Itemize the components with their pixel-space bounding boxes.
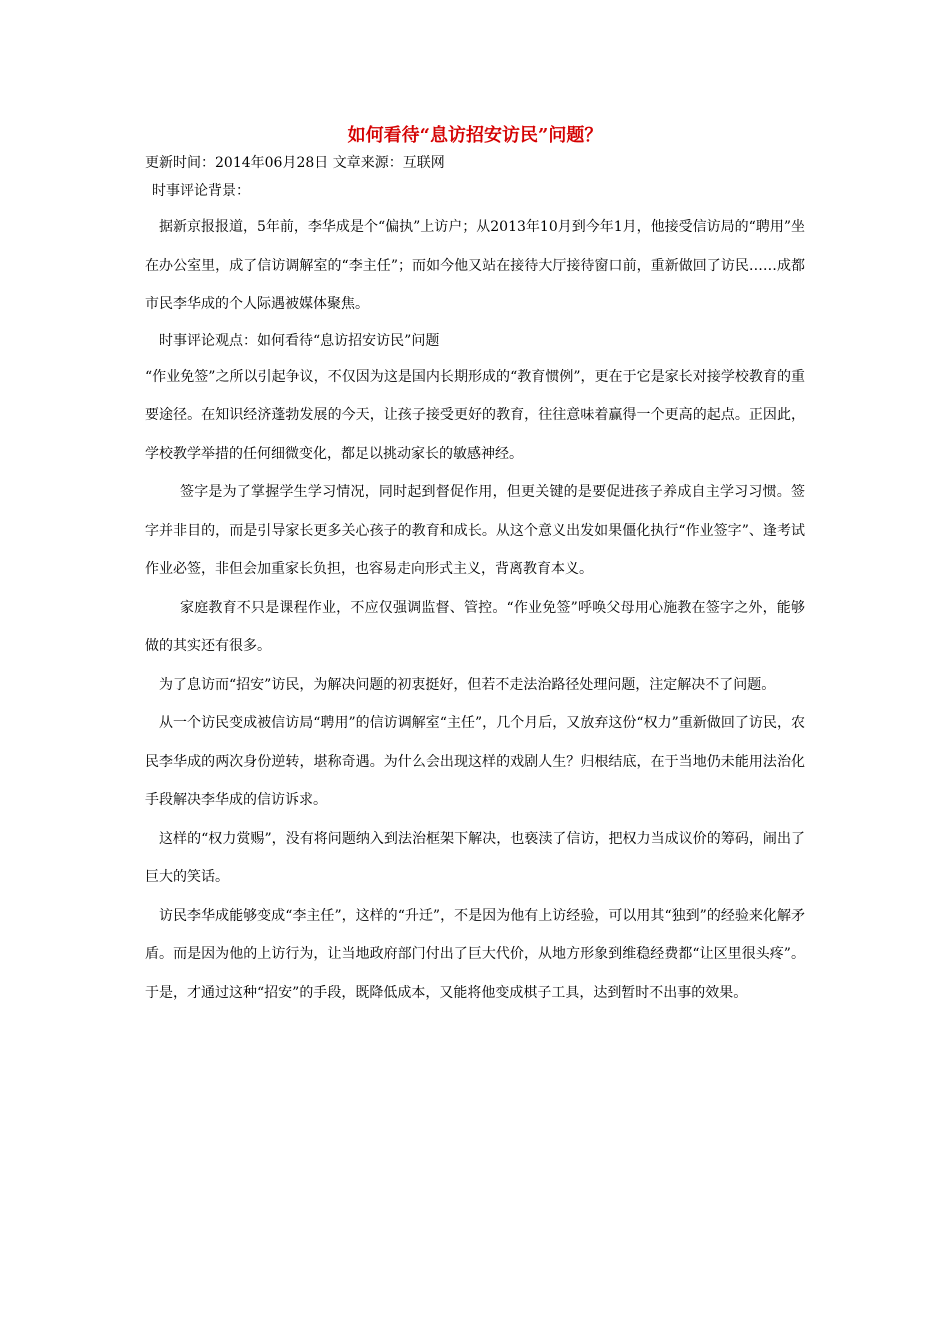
background-paragraph: 据新京报报道，5年前，李华成是个“偏执”上访户；从2013年10月到今年1月，他接受信访局的“聘用”坐在办公室里，成了信访调解室的“李主任”；而如今他又站在接待大厅接待窗口前，重新做回了访民……成都市民李华成的个人际遇被媒体聚焦。: [145, 219, 805, 312]
body-paragraph: “作业免签”之所以引起争议，不仅因为这是国内长期形成的“教育惯例”，更在于它是家长对接学校教育的重要途径。在知识经济蓬勃发展的今天，让孩子接受更好的教育，往往意味着赢得一个更高的起点。正因此，学校教学举措的任何细微变化，都足以挑动家长的敏感神经。: [145, 368, 805, 462]
body-paragraph: 为了息访而“招安”访民，为解决问题的初衷挺好，但若不走法治路径处理问题，注定解决不了问题。: [159, 676, 776, 693]
background-label: 时事评论背景：: [152, 183, 250, 199]
body-paragraph: 这样的“权力赏赐”，没有将问题纳入到法治框架下解决，也亵渎了信访，把权力当成议价的筹码，闹出了巨大的笑话。: [145, 830, 805, 885]
document-page: [145, 118, 805, 1012]
body-paragraph: 家庭教育不只是课程作业，不应仅强调监督、管控。“作业免签”呼唤父母用心施教在签字之外，能够做的其实还有很多。: [145, 599, 805, 654]
body-paragraph: 访民李华成能够变成“李主任”，这样的“升迁”，不是因为他有上访经验，可以用其“独到”的经验来化解矛盾。而是因为他的上访行为，让当地政府部门付出了巨大代价，从地方形象到维稳经费都“让区里很头疼”。于是，才通过这种“招安”的手段，既降低成本，又能将他变成棋子工具，达到暂时不出事的效果。: [145, 907, 805, 1001]
article-meta: 更新时间：2014年06月28日 文章来源：互联网: [145, 155, 445, 171]
body-paragraph: 从一个访民变成被信访局“聘用”的信访调解室“主任”，几个月后，又放弃这份“权力”重新做回了访民，农民李华成的两次身份逆转，堪称奇遇。为什么会出现这样的戏剧人生？归根结底，在于当地仍未能用法治化手段解决李华成的信访诉求。: [145, 715, 805, 808]
body-paragraph: 签字是为了掌握学生学习情况，同时起到督促作用，但更关键的是要促进孩子养成自主学习习惯。签字并非目的，而是引导家长更多关心孩子的教育和成长。从这个意义出发如果僵化执行“作业签字”、逢考试作业必签，非但会加重家长负担，也容易走向形式主义，背离教育本义。: [145, 484, 805, 577]
viewpoint-label: 时事评论观点：如何看待“息访招安访民”问题: [159, 332, 440, 349]
page-title: 如何看待“息访招安访民”问题？: [347, 125, 603, 146]
